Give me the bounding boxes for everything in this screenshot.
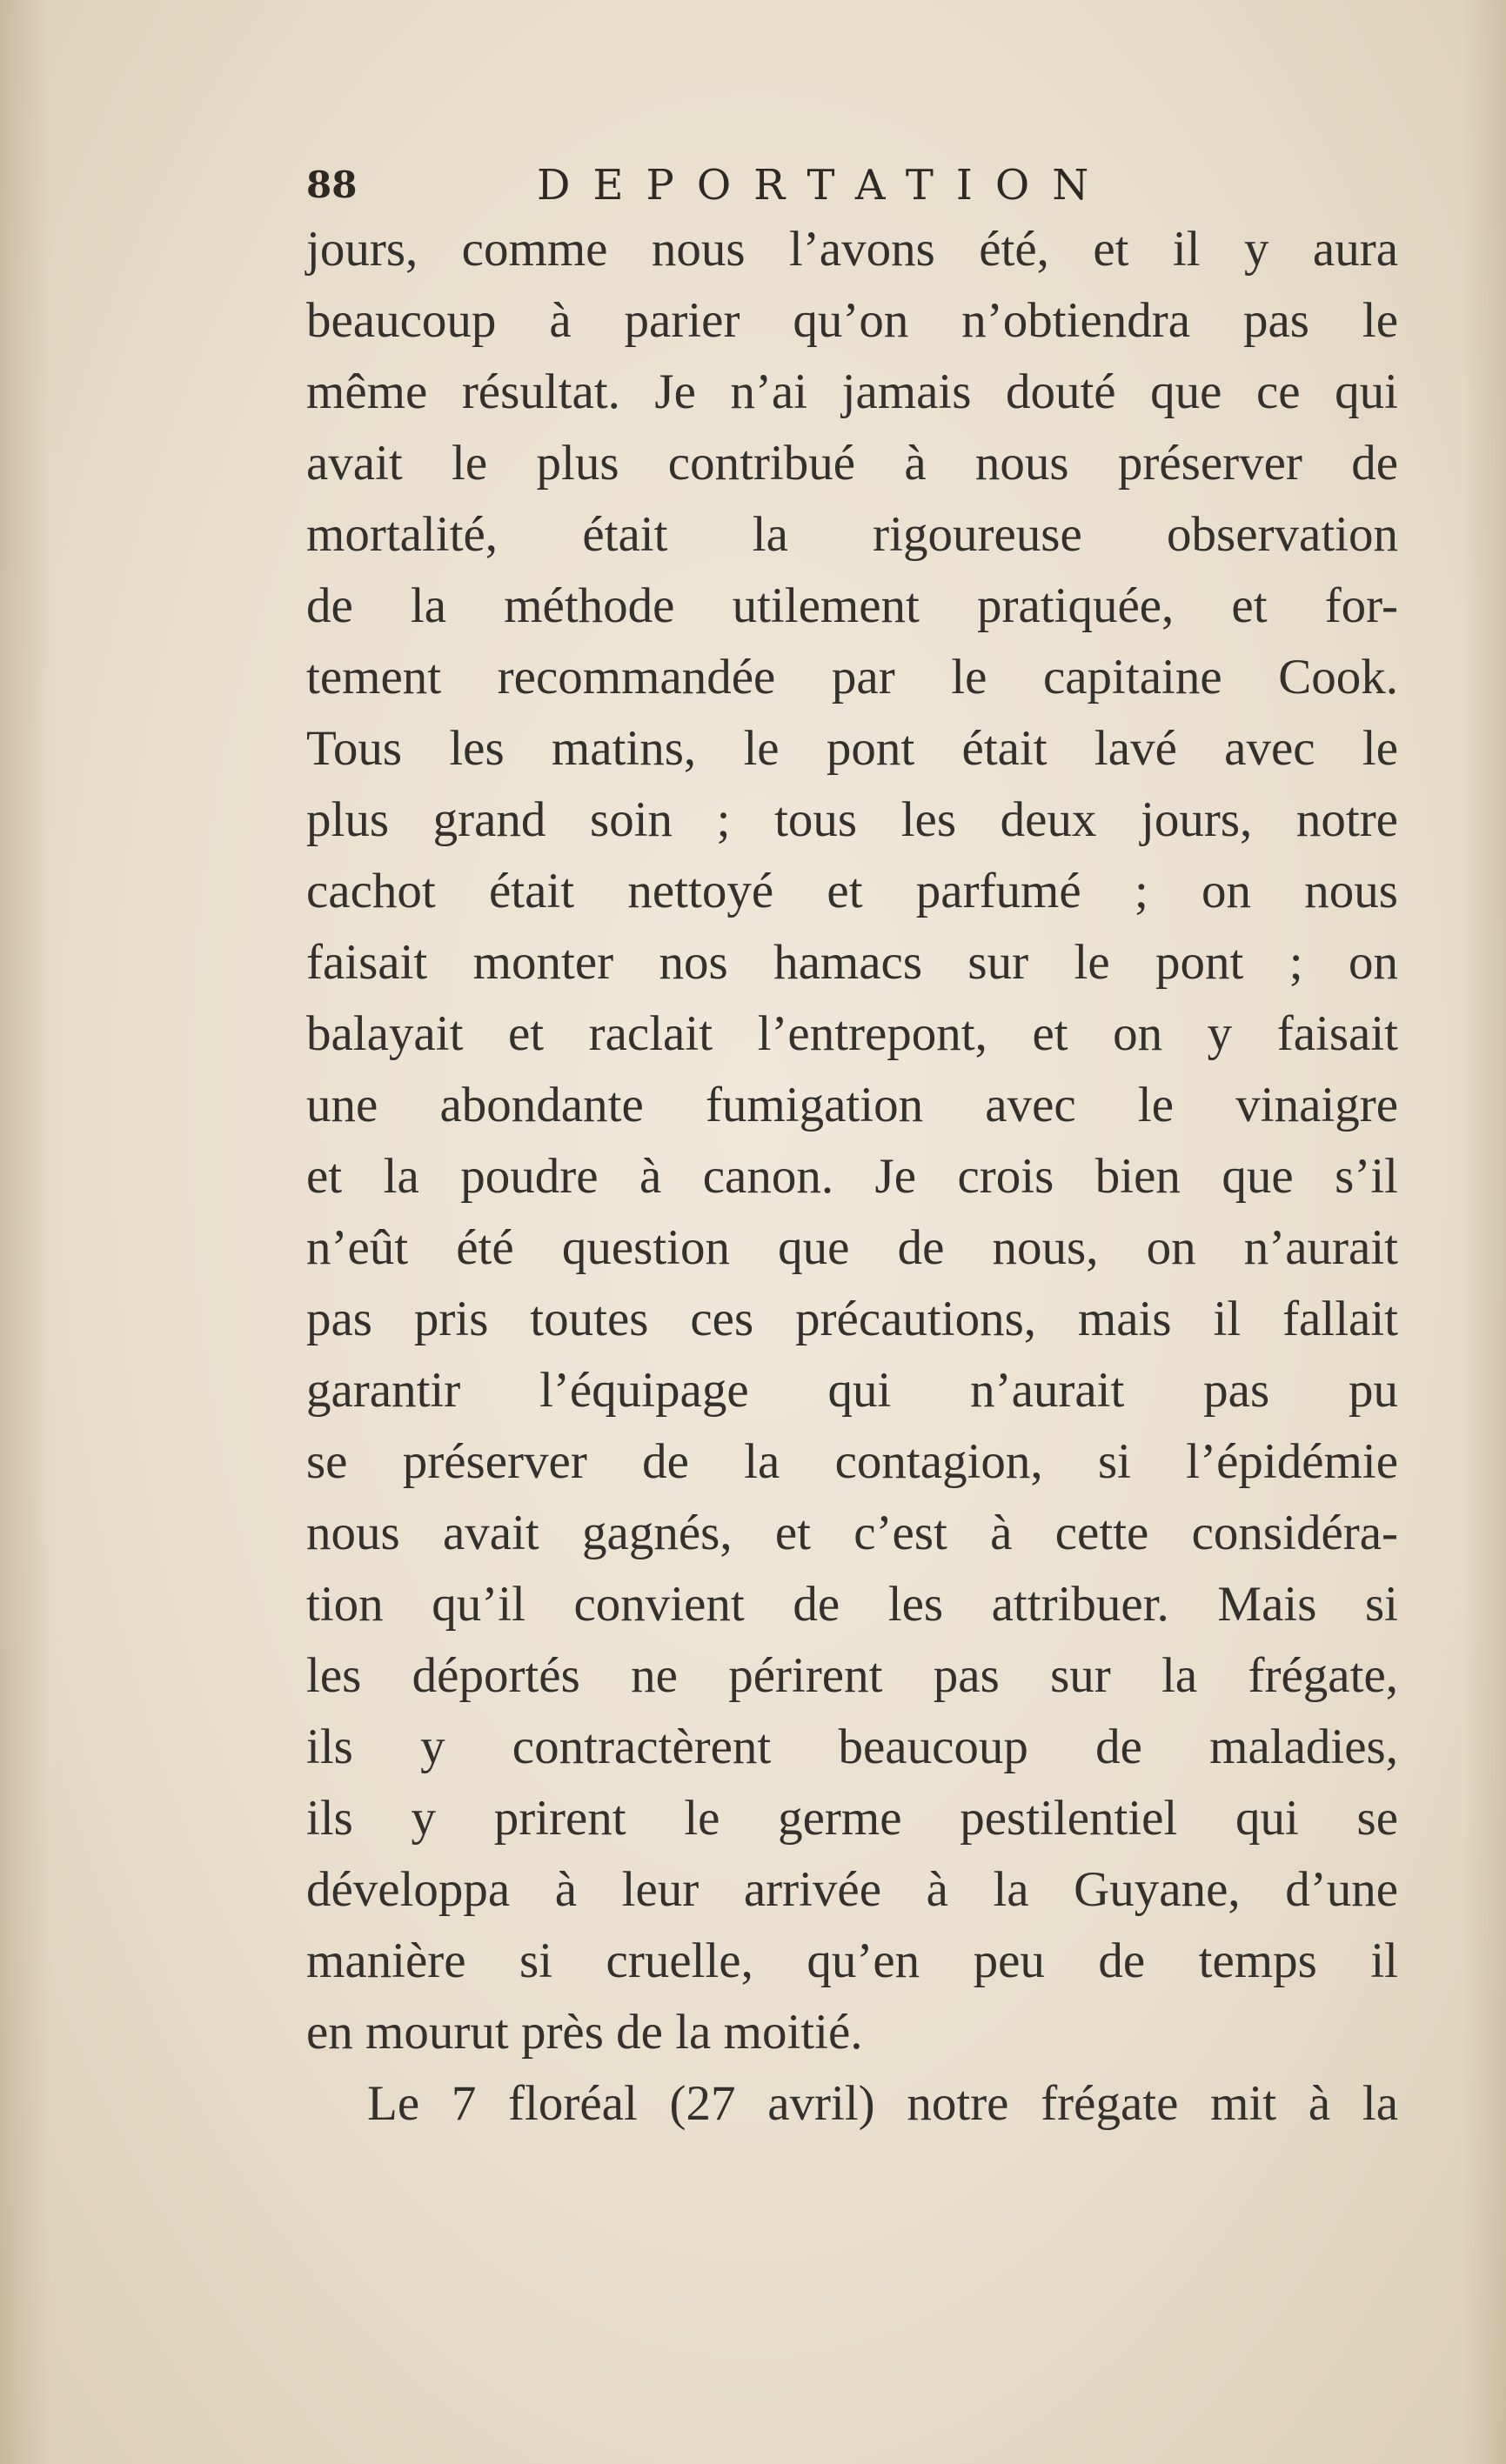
text-line: même résultat. Je n’ai jamais douté que ce qui <box>306 364 1398 419</box>
text-line: et la poudre à canon. Je crois bien que s’il <box>306 1149 1398 1204</box>
text-line: garantir l’équipage qui n’aurait pas pu <box>306 1363 1398 1418</box>
text-line: avait le plus contribué à nous préserver de <box>306 436 1398 491</box>
page-title: DEPORTATION <box>537 161 1112 210</box>
text-line: Tous les matins, le pont était lavé avec le <box>306 721 1398 776</box>
text-line: pas pris toutes ces précautions, mais il fallait <box>306 1292 1398 1346</box>
text-line: nous avait gagnés, et c’est à cette considéra- <box>306 1506 1398 1560</box>
text-line: plus grand soin ; tous les deux jours, notre <box>306 792 1398 847</box>
text-line: en mourut près de la moitié. <box>306 2005 863 2060</box>
text-line: n’eût été question que de nous, on n’aurait <box>306 1220 1398 1275</box>
text-line: une abondante fumigation avec le vinaigre <box>306 1078 1398 1132</box>
body-text <box>306 214 1398 2140</box>
text-line: tion qu’il convient de les attribuer. Mais si <box>306 1577 1398 1632</box>
text-line: se préserver de la contagion, si l’épidémie <box>306 1434 1398 1489</box>
text-line: de la méthode utilement pratiquée, et for- <box>306 578 1398 633</box>
text-line: mortalité, était la rigoureuse observation <box>306 507 1398 562</box>
paragraph <box>306 214 1398 2068</box>
text-line: cachot était nettoyé et parfumé ; on nous <box>306 864 1398 918</box>
text-line: ils y prirent le germe pestilentiel qui se <box>306 1791 1398 1846</box>
text-line: Le 7 floréal (27 avril) notre frégate mit à la <box>367 2076 1398 2131</box>
text-line: jours, comme nous l’avons été, et il y aura <box>306 222 1398 277</box>
running-head <box>306 155 1176 216</box>
text-line: ils y contractèrent beaucoup de maladies, <box>306 1719 1398 1774</box>
page-number: 88 <box>306 164 358 206</box>
text-line: balayait et raclait l’entrepont, et on y faisait <box>306 1006 1398 1061</box>
text-line: tement recommandée par le capitaine Cook. <box>306 650 1398 704</box>
text-line: beaucoup à parier qu’on n’obtiendra pas le <box>306 293 1398 348</box>
text-line: manière si cruelle, qu’en peu de temps il <box>306 1933 1398 1988</box>
text-line: faisait monter nos hamacs sur le pont ; on <box>306 935 1398 990</box>
text-line: développa à leur arrivée à la Guyane, d’une <box>306 1862 1398 1917</box>
paragraph <box>306 2068 1398 2140</box>
text-line: les déportés ne périrent pas sur la frégate, <box>306 1648 1398 1703</box>
